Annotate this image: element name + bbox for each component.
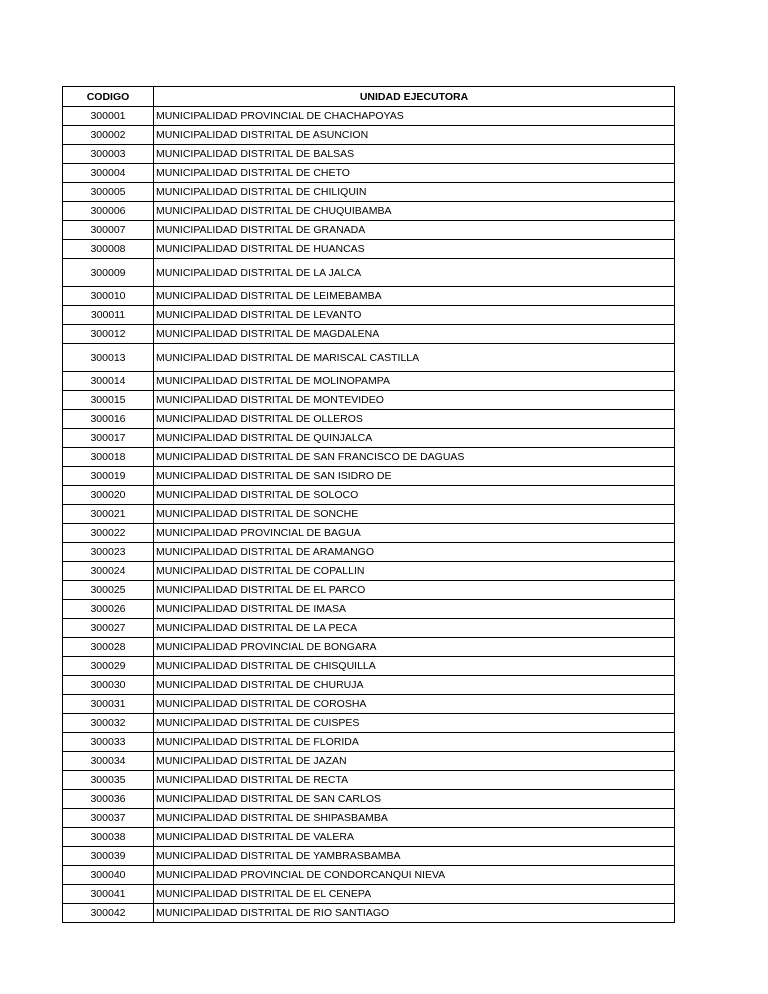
unit-name-cell: MUNICIPALIDAD DISTRITAL DE LA JALCA [154,259,675,287]
unit-code-cell: 300022 [63,524,154,543]
unit-code-cell: 300034 [63,752,154,771]
table-row [63,164,675,183]
unit-code-cell: 300014 [63,372,154,391]
table-row [63,126,675,145]
unit-code-cell: 300025 [63,581,154,600]
table-row [63,562,675,581]
unit-name-cell: MUNICIPALIDAD DISTRITAL DE HUANCAS [154,240,675,259]
table-row [63,259,675,287]
unit-code-cell: 300041 [63,885,154,904]
unit-name-cell: MUNICIPALIDAD DISTRITAL DE GRANADA [154,221,675,240]
unit-name-cell: MUNICIPALIDAD DISTRITAL DE SAN ISIDRO DE [154,467,675,486]
unit-name-cell: MUNICIPALIDAD DISTRITAL DE SONCHE [154,505,675,524]
unit-name-cell: MUNICIPALIDAD DISTRITAL DE EL CENEPA [154,885,675,904]
table-row [63,306,675,325]
unit-name-cell: MUNICIPALIDAD DISTRITAL DE RECTA [154,771,675,790]
unit-name-cell: MUNICIPALIDAD DISTRITAL DE CHISQUILLA [154,657,675,676]
unit-name-cell: MUNICIPALIDAD DISTRITAL DE CHETO [154,164,675,183]
table-row [63,638,675,657]
table-row [63,657,675,676]
table-body [63,107,675,923]
unit-code-cell: 300005 [63,183,154,202]
table-row [63,391,675,410]
unit-name-cell: MUNICIPALIDAD DISTRITAL DE CHURUJA [154,676,675,695]
unit-name-cell: MUNICIPALIDAD DISTRITAL DE CHUQUIBAMBA [154,202,675,221]
unit-code-cell: 300020 [63,486,154,505]
unit-name-cell: MUNICIPALIDAD DISTRITAL DE YAMBRASBAMBA [154,847,675,866]
table-row [63,733,675,752]
table-row [63,221,675,240]
table-row [63,486,675,505]
table-row [63,287,675,306]
unit-code-cell: 300018 [63,448,154,467]
table-row [63,202,675,221]
unit-name-cell: MUNICIPALIDAD DISTRITAL DE CUISPES [154,714,675,733]
column-header-code: CODIGO [63,87,154,107]
table-row [63,790,675,809]
unit-code-cell: 300011 [63,306,154,325]
table-row [63,714,675,733]
unit-name-cell: MUNICIPALIDAD DISTRITAL DE RIO SANTIAGO [154,904,675,923]
unit-code-cell: 300032 [63,714,154,733]
table-row [63,325,675,344]
unit-name-cell: MUNICIPALIDAD DISTRITAL DE BALSAS [154,145,675,164]
unit-code-cell: 300009 [63,259,154,287]
table-row [63,771,675,790]
unit-code-cell: 300040 [63,866,154,885]
unit-name-cell: MUNICIPALIDAD PROVINCIAL DE BONGARA [154,638,675,657]
unit-code-cell: 300013 [63,344,154,372]
table-row [63,107,675,126]
unit-name-cell: MUNICIPALIDAD DISTRITAL DE MOLINOPAMPA [154,372,675,391]
unit-name-cell: MUNICIPALIDAD DISTRITAL DE CHILIQUIN [154,183,675,202]
unit-name-cell: MUNICIPALIDAD DISTRITAL DE MAGDALENA [154,325,675,344]
unit-code-cell: 300019 [63,467,154,486]
table-row [63,904,675,923]
table-row [63,866,675,885]
table-row [63,145,675,164]
unit-code-cell: 300031 [63,695,154,714]
document-page [62,86,674,923]
unit-name-cell: MUNICIPALIDAD DISTRITAL DE OLLEROS [154,410,675,429]
executing-units-table [62,86,675,923]
table-row [63,429,675,448]
table-row [63,581,675,600]
unit-code-cell: 300029 [63,657,154,676]
unit-code-cell: 300017 [63,429,154,448]
table-row [63,372,675,391]
column-header-unit: UNIDAD EJECUTORA [154,87,675,107]
table-row [63,505,675,524]
unit-code-cell: 300001 [63,107,154,126]
unit-name-cell: MUNICIPALIDAD DISTRITAL DE VALERA [154,828,675,847]
table-row [63,676,675,695]
unit-code-cell: 300039 [63,847,154,866]
unit-name-cell: MUNICIPALIDAD DISTRITAL DE SOLOCO [154,486,675,505]
unit-name-cell: MUNICIPALIDAD DISTRITAL DE SAN CARLOS [154,790,675,809]
unit-name-cell: MUNICIPALIDAD DISTRITAL DE QUINJALCA [154,429,675,448]
table-row [63,524,675,543]
table-row [63,467,675,486]
unit-code-cell: 300008 [63,240,154,259]
unit-name-cell: MUNICIPALIDAD DISTRITAL DE MONTEVIDEO [154,391,675,410]
unit-name-cell: MUNICIPALIDAD DISTRITAL DE LEVANTO [154,306,675,325]
unit-code-cell: 300003 [63,145,154,164]
table-row [63,752,675,771]
unit-name-cell: MUNICIPALIDAD PROVINCIAL DE BAGUA [154,524,675,543]
unit-name-cell: MUNICIPALIDAD PROVINCIAL DE CHACHAPOYAS [154,107,675,126]
unit-code-cell: 300036 [63,790,154,809]
unit-code-cell: 300006 [63,202,154,221]
unit-code-cell: 300038 [63,828,154,847]
unit-code-cell: 300028 [63,638,154,657]
table-row [63,847,675,866]
table-row [63,600,675,619]
unit-name-cell: MUNICIPALIDAD DISTRITAL DE EL PARCO [154,581,675,600]
unit-code-cell: 300030 [63,676,154,695]
unit-code-cell: 300027 [63,619,154,638]
unit-name-cell: MUNICIPALIDAD DISTRITAL DE LA PECA [154,619,675,638]
table-header-row [63,87,675,107]
unit-code-cell: 300024 [63,562,154,581]
unit-code-cell: 300033 [63,733,154,752]
table-row [63,410,675,429]
unit-code-cell: 300035 [63,771,154,790]
table-row [63,885,675,904]
unit-name-cell: MUNICIPALIDAD DISTRITAL DE ARAMANGO [154,543,675,562]
table-row [63,240,675,259]
unit-name-cell: MUNICIPALIDAD DISTRITAL DE SHIPASBAMBA [154,809,675,828]
unit-code-cell: 300012 [63,325,154,344]
unit-name-cell: MUNICIPALIDAD PROVINCIAL DE CONDORCANQUI NIEVA [154,866,675,885]
unit-code-cell: 300042 [63,904,154,923]
unit-code-cell: 300010 [63,287,154,306]
unit-code-cell: 300037 [63,809,154,828]
table-row [63,448,675,467]
unit-name-cell: MUNICIPALIDAD DISTRITAL DE LEIMEBAMBA [154,287,675,306]
unit-code-cell: 300007 [63,221,154,240]
table-row [63,183,675,202]
table-row [63,619,675,638]
unit-name-cell: MUNICIPALIDAD DISTRITAL DE FLORIDA [154,733,675,752]
unit-code-cell: 300004 [63,164,154,183]
unit-name-cell: MUNICIPALIDAD DISTRITAL DE COPALLIN [154,562,675,581]
unit-code-cell: 300002 [63,126,154,145]
unit-name-cell: MUNICIPALIDAD DISTRITAL DE IMASA [154,600,675,619]
table-row [63,809,675,828]
unit-name-cell: MUNICIPALIDAD DISTRITAL DE SAN FRANCISCO DE DAGUAS [154,448,675,467]
unit-name-cell: MUNICIPALIDAD DISTRITAL DE JAZAN [154,752,675,771]
unit-code-cell: 300016 [63,410,154,429]
unit-name-cell: MUNICIPALIDAD DISTRITAL DE ASUNCION [154,126,675,145]
unit-code-cell: 300023 [63,543,154,562]
unit-code-cell: 300015 [63,391,154,410]
table-row [63,543,675,562]
table-row [63,344,675,372]
unit-code-cell: 300021 [63,505,154,524]
table-row [63,828,675,847]
unit-name-cell: MUNICIPALIDAD DISTRITAL DE MARISCAL CASTILLA [154,344,675,372]
table-row [63,695,675,714]
unit-code-cell: 300026 [63,600,154,619]
unit-name-cell: MUNICIPALIDAD DISTRITAL DE COROSHA [154,695,675,714]
